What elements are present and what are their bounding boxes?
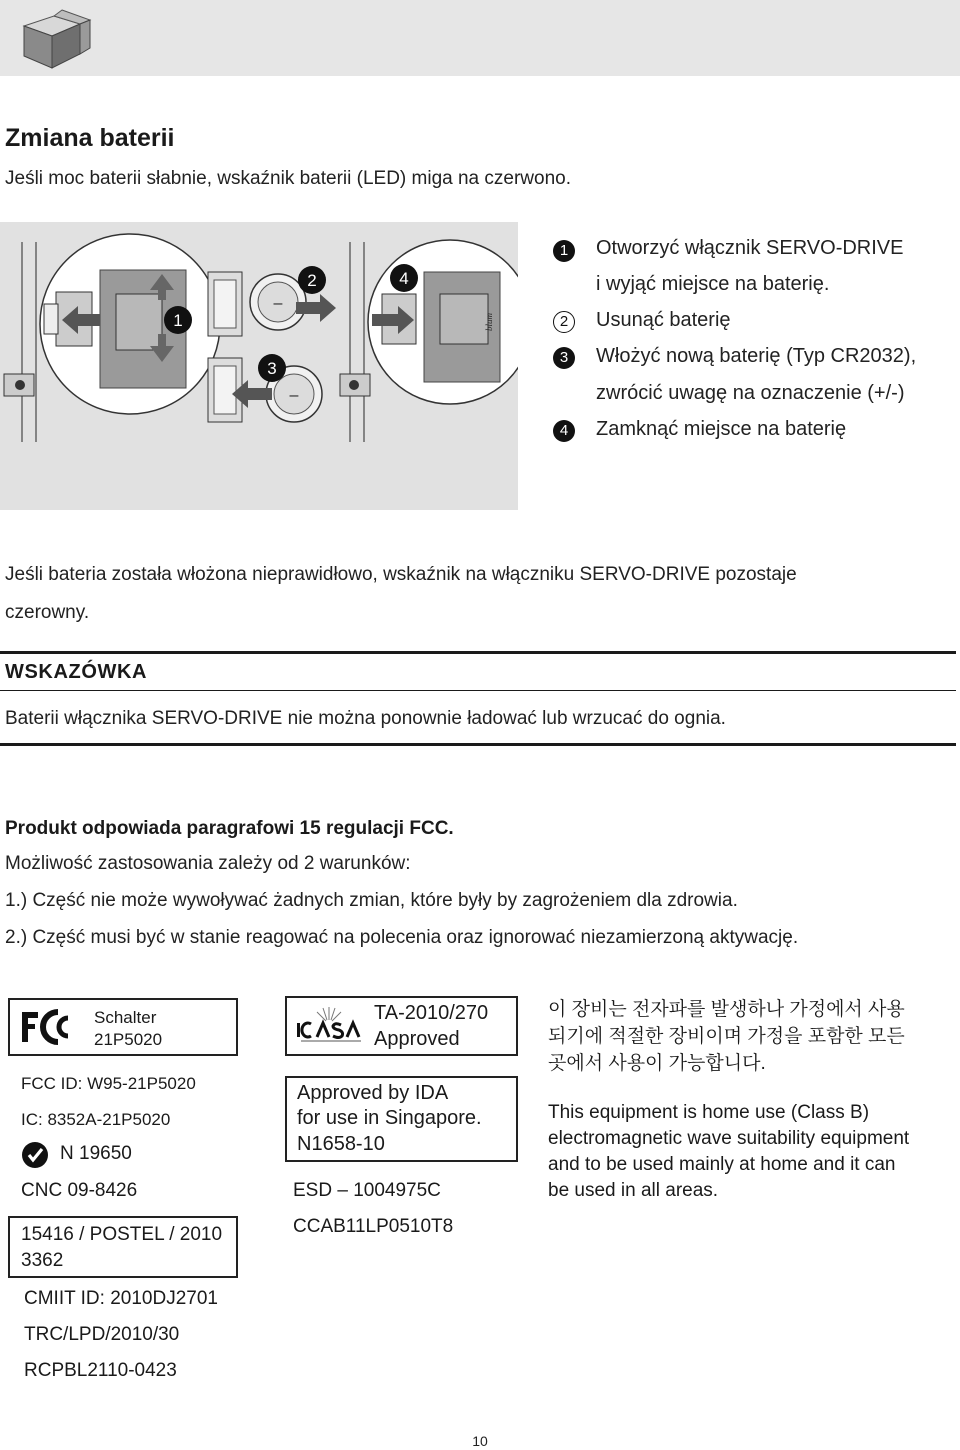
step-3-line-2: zwrócić uwagę na oznaczenie (+/-) (596, 382, 905, 404)
page-title: Zmiana baterii (5, 124, 175, 152)
postel-line-2: 3362 (21, 1250, 64, 1271)
marker-2: 2 (307, 271, 317, 290)
ida-line-2: for use in Singapore. (297, 1107, 482, 1129)
battery-minus-label: – (289, 387, 299, 404)
icasa-line-2: Approved (374, 1028, 460, 1050)
hint-text: Baterii włącznika SERVO-DRIVE nie można ponownie ładować lub wrzucać do ognia. (5, 708, 726, 729)
icasa-line-1: TA-2010/270 (374, 1002, 489, 1024)
wrong-insert-line-1: Jeśli bateria została włożona nieprawidłowo, wskaźnik na włączniku SERVO-DRIVE pozostaje (5, 564, 797, 585)
c-tick-number: N 19650 (60, 1143, 132, 1164)
hint-divider (0, 690, 956, 691)
brand-label: blum (484, 313, 494, 331)
fcc-condition-1: 1.) Część nie może wywoływać żadnych zmian, które były by zagrożeniem dla zdrowia. (5, 890, 738, 911)
ic-number: IC: 8352A-21P5020 (21, 1110, 171, 1129)
step-2-line-1: Usunąć baterię (596, 309, 731, 331)
hint-top-rule (0, 651, 956, 654)
step-number: 4 (553, 420, 575, 442)
hint-title: WSKAZÓWKA (5, 661, 148, 683)
trc-number: TRC/LPD/2010/30 (24, 1324, 180, 1345)
ida-line-1: Approved by IDA (297, 1082, 449, 1104)
battery-minus-label: – (273, 295, 283, 312)
fcc-intro: Możliwość zastosowania zależy od 2 warunków: (5, 853, 411, 874)
class-b-note-line-4: be used in all areas. (548, 1180, 719, 1201)
step-4-line-1: Zamknąć miejsce na baterię (596, 418, 847, 440)
marker-4: 4 (399, 269, 409, 288)
class-b-note-line-2: electromagnetic wave suitability equipment (548, 1128, 910, 1149)
page-number: 10 (472, 1433, 488, 1449)
step-number: 2 (553, 311, 575, 333)
fcc-id: FCC ID: W95-21P5020 (21, 1074, 196, 1093)
class-b-note-line-1: This equipment is home use (Class B) (548, 1102, 870, 1123)
ccab-number: CCAB11LP0510T8 (293, 1216, 454, 1237)
schalter-line-1: Schalter (94, 1008, 157, 1027)
postel-line-1: 15416 / POSTEL / 2010 (21, 1224, 223, 1245)
rcp-number: RCPBL2110-0423 (24, 1360, 177, 1381)
step-number: 1 (553, 240, 575, 262)
battery-illustration-panel (0, 222, 518, 510)
marker-1: 1 (173, 311, 183, 330)
fcc-title: Produkt odpowiada paragrafowi 15 regulacji FCC. (5, 818, 454, 839)
header-band (0, 0, 960, 76)
hint-bottom-rule (0, 743, 956, 746)
cube-logo-icon (16, 6, 100, 70)
icasa-logo-icon (295, 1006, 367, 1046)
marker-3: 3 (267, 359, 277, 378)
fcc-logo-icon (20, 1008, 76, 1046)
cnc-number: CNC 09-8426 (21, 1180, 138, 1201)
intro-text: Jeśli moc baterii słabnie, wskaźnik baterii (LED) miga na czerwono. (5, 168, 572, 189)
step-1-line-1: Otworzyć włącznik SERVO-DRIVE (596, 237, 904, 259)
schalter-line-2: 21P5020 (94, 1030, 163, 1049)
step-1-line-2: i wyjąć miejsce na baterię. (596, 273, 830, 295)
fcc-condition-2: 2.) Część musi być w stanie reagować na polecenia oraz ignorować niezamierzoną aktywację. (5, 927, 799, 948)
ida-line-3: N1658-10 (297, 1133, 385, 1155)
step-number: 3 (553, 347, 575, 369)
korean-note-line-3: 곳에서 사용이 가능합니다. (548, 1053, 766, 1074)
class-b-note-line-3: and to be used mainly at home and it can (548, 1154, 896, 1175)
esd-number: ESD – 1004975C (293, 1180, 441, 1201)
c-tick-icon (21, 1141, 49, 1169)
korean-note-line-1: 이 장비는 전자파를 발생하나 가정에서 사용 (548, 999, 905, 1020)
battery-replacement-illustration (0, 222, 518, 510)
wrong-insert-line-2: czerowny. (5, 602, 90, 623)
step-3-line-1: Włożyć nową baterię (Typ CR2032), (596, 345, 917, 367)
cmiit-id: CMIIT ID: 2010DJ2701 (24, 1288, 218, 1309)
korean-note-line-2: 되기에 적절한 장비이며 가정을 포함한 모든 (548, 1026, 905, 1047)
